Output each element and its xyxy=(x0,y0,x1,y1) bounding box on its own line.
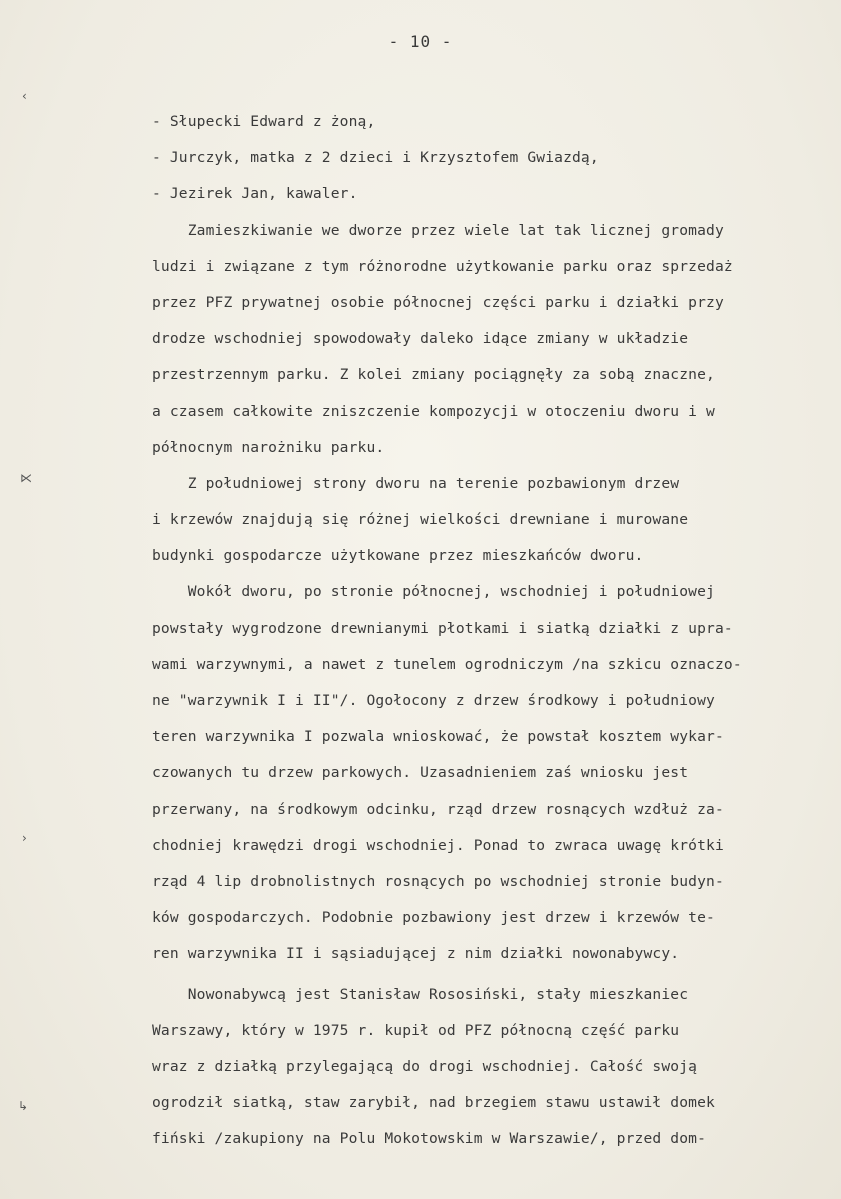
text-line: teren warzywnika I pozwala wnioskować, że powstał kosztem wykar- xyxy=(152,728,724,746)
margin-mark-lower-middle: › xyxy=(22,831,27,845)
text-line: przez PFZ prywatnej osobie północnej części parku i działki przy xyxy=(152,293,724,311)
text-line: fiński /zakupiony na Polu Mokotowskim w Warszawie/, przed dom- xyxy=(152,1130,707,1148)
text-line: Nowonabywcą jest Stanisław Rososiński, stały mieszkaniec xyxy=(152,985,689,1003)
text-line: a czasem całkowite zniszczenie kompozycji w otoczeniu dworu i w xyxy=(152,402,715,420)
text-line: wraz z działką przylegającą do drogi wschodniej. Całość swoją xyxy=(152,1057,698,1075)
margin-mark-top: ‹ xyxy=(22,89,27,103)
text-line: ogrodził siatką, staw zarybił, nad brzegiem stawu ustawił domek xyxy=(152,1094,715,1112)
typed-text-block xyxy=(152,104,822,1157)
text-line: ków gospodarczych. Podobnie pozbawiony jest drzew i krzewów te- xyxy=(152,909,715,927)
text-line: chodniej krawędzi drogi wschodniej. Ponad to zwraca uwagę krótki xyxy=(152,836,724,854)
text-line: północnym narożniku parku. xyxy=(152,438,385,456)
text-line: przerwany, na środkowym odcinku, rząd drzew rosnących wzdłuż za- xyxy=(152,800,724,818)
text-line: budynki gospodarcze użytkowane przez mieszkańców dworu. xyxy=(152,547,644,565)
text-line: - Słupecki Edward z żoną, xyxy=(152,113,376,130)
text-line: ludzi i związane z tym różnorodne użytkowanie parku oraz sprzedaż xyxy=(152,257,733,275)
text-line: Z południowej strony dworu na terenie pozbawionym drzew xyxy=(152,474,680,492)
text-line: Wokół dworu, po stronie północnej, wschodniej i południowej xyxy=(152,583,715,601)
text-line: Warszawy, który w 1975 r. kupił od PFZ północną część parku xyxy=(152,1021,680,1039)
text-line: Zamieszkiwanie we dworze przez wiele lat tak licznej gromady xyxy=(152,221,724,239)
text-line: drodze wschodniej spowodowały daleko idące zmiany w układzie xyxy=(152,330,689,348)
text-line: - Jezirek Jan, kawaler. xyxy=(152,185,358,203)
text-line: czowanych tu drzew parkowych. Uzasadnieniem zaś wniosku jest xyxy=(152,764,689,782)
text-line: - Jurczyk, matka z 2 dzieci i Krzysztofem Gwiazdą, xyxy=(152,149,599,167)
text-line: ne "warzywnik I i II"/. Ogołocony z drzew środkowy i południowy xyxy=(152,692,715,709)
margin-mark-upper-middle: ⋉ xyxy=(20,471,32,485)
text-line: przestrzennym parku. Z kolei zmiany pociągnęły za sobą znaczne, xyxy=(152,366,715,384)
text-line: ren warzywnika II i sąsiadującej z nim działki nowonabywcy. xyxy=(152,945,680,963)
text-line: wami warzywnymi, a nawet z tunelem ogrodniczym /na szkicu oznaczo- xyxy=(152,655,742,673)
margin-mark-bottom: ↳ xyxy=(18,1099,29,1113)
text-line: i krzewów znajdują się różnej wielkości drewniane i murowane xyxy=(152,511,689,529)
page-number: - 10 - xyxy=(388,32,453,51)
text-line: powstały wygrodzone drewnianymi płotkami i siatką działki z upra- xyxy=(152,619,733,637)
text-line: rząd 4 lip drobnolistnych rosnących po wschodniej stronie budyn- xyxy=(152,872,724,890)
